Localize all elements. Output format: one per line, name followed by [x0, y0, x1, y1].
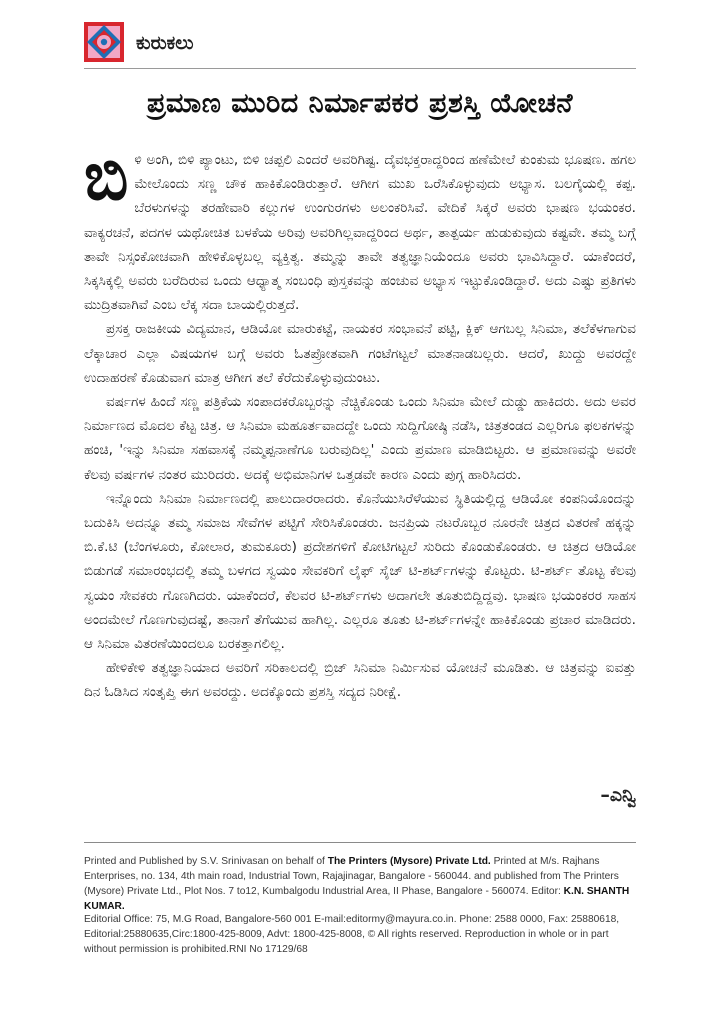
imprint-text: Printed and Published by S.V. Srinivasan on behalf of The Printers (Mysore) Private Ltd. Printed at M/s. Rajhans Enterprises, no. 134, 4th main road, Industrial Town, Rajajinagar, Bangalore - 560044. and published from The Printers (Mysore) Private Ltd., Plot Nos. 7 to12, Kumbalgodu Industrial Area, II Phase, Bangalore - 560074. Editor: K.N. SHANTH KUMAR. [84, 856, 630, 912]
article-body [84, 138, 636, 705]
article-paragraph: ಹೇಳಿಕೇಳಿ ತತ್ವಜ್ಞಾನಿಯಾದ ಅವರಿಗೆ ಸರಿಕಾಲದಲ್ಲಿ ಬ್ರಿಜ್ ಸಿನಿಮಾ ನಿರ್ಮಿಸುವ ಯೋಚನೆ ಮೂಡಿತು. ಆ ಚಿತ್ರವನ್ನು ಐವತ್ತು ದಿನ ಓಡಿಸಿದ ಸಂತೃಪ್ತಿ ಈಗ ಅವರದ್ದು. ಅದಕ್ಕೊಂದು ಪ್ರಶಸ್ತಿ ಸದ್ಯದ ನಿರೀಕ್ಷೆ. [84, 660, 636, 701]
author-signature: –ಎನ್ವಿ [600, 784, 636, 806]
drop-cap: ಬಿ [84, 138, 129, 215]
article-paragraph: ಬಿಳಿ ಅಂಗಿ, ಬಿಳಿ ಪ್ಯಾಂಟು, ಬಿಳಿ ಚಪ್ಪಲಿ ಎಂದರೆ ಅವರಿಗಿಷ್ಟ. ದೈವಭಕ್ತರಾದ್ದರಿಂದ ಹಣೆಮೇಲೆ ಕುಂಕುಮ ಭೂಷಣ. ಹಗಲ ಮೇಲೊಂದು ಸಣ್ಣ ಚೌಕ ಹಾಕಿಕೊಂಡಿರುತ್ತಾರೆ. ಆಗೀಗ ಮುಖ ಒರೆಸಿಕೊಳ್ಳುವುದು ಅಭ್ಯಾಸ. ಬಲಗೈಯಲ್ಲಿ ಕಪ್ಪ. ಬೆರಳುಗಳನ್ನು ತರಹೇವಾರಿ ಕಲ್ಲುಗಳ ಉಂಗುರಗಳು ಅಲಂಕರಿಸಿವೆ. ವೇದಿಕೆ ಸಿಕ್ಕರೆ ಅವರು ಭಾಷಣ ಭಯಂಕರ. ವಾಕ್ಯರಚನೆ, ಪದಗಳ ಯಥೋಚಿತ ಬಳಕೆಯ ಅರಿವು ಅವರಿಗಿಲ್ಲವಾದ್ದರಿಂದ ಅರ್ಥ, ತಾತ್ಪರ್ಯ ಹುಡುಕುವುದು ಕಷ್ಟವೇ. ತಮ್ಮ ಬಗ್ಗೆ ತಾವೇ ನಿಸ್ಸಂಕೋಚವಾಗಿ ಹೇಳಿಕೊಳ್ಳಬಲ್ಲ ವ್ಯಕ್ತಿತ್ವ. ತಮ್ಮನ್ನು ತಾವೇ ತತ್ವಜ್ಞಾನಿಯೆಂದೂ ಅವರು ಭಾವಿಸಿದ್ದಾರೆ. ಯಾಕೆಂದರೆ, ಸಿಕ್ಕಸಿಕ್ಕಲ್ಲಿ ಅವರು ಬರೆದಿರುವ ಒಂದು ಆಧ್ಯಾತ್ಮ ಸಂಬಂಧಿ ಪುಸ್ತಕವನ್ನು ಹಂಚುವ ಅಭ್ಯಾಸ ಇಟ್ಟುಕೊಂಡಿದ್ದಾರೆ. ಅದು ಎಷ್ಟು ಪ್ರತಿಗಳು ಮುದ್ರಿತವಾಗಿವೆ ಎಂಬ ಲೆಕ್ಕ ಸದಾ ಬಾಯಲ್ಲಿರುತ್ತದೆ. [84, 138, 636, 314]
footer-divider [84, 842, 636, 843]
section-label: ಕುರುಕಲು [136, 32, 194, 54]
contact-text: Editorial Office: 75, M.G Road, Bangalore-560 001 E-mail:editormy@mayura.co.in. Phone: 2588 0000, Fax: 25880618, Editorial:25880635,Circ:1800-425-8009, Advt: 1800-425-8008, © All rights reserved. Reproduction in whole or in part without permission is prohibited.RNI No 17129/68 [84, 914, 620, 955]
article-title: ಪ್ರಮಾಣ ಮುರಿದ ನಿರ್ಮಾಪಕರ ಪ್ರಶಸ್ತಿ ಯೋಚನೆ [147, 88, 573, 119]
article-paragraph: ವರ್ಷಗಳ ಹಿಂದೆ ಸಣ್ಣ ಪತ್ರಿಕೆಯ ಸಂಪಾದಕರೊಬ್ಬರನ್ನು ನೆಚ್ಚಿಕೊಂಡು ಒಂದು ಸಿನಿಮಾ ಮೇಲೆ ದುಡ್ಡು ಹಾಕಿದರು. ಅದು ಅವರ ನಿರ್ಮಾಣದ ಮೊದಲ ಕೆಟ್ಟ ಚಿತ್ರ. ಆ ಸಿನಿಮಾ ಮಹೂರ್ತವಾದದ್ದೇ ಒಂದು ಸುದ್ದಿಗೋಷ್ಠಿ ನಡೆಸಿ, ಚಿತ್ರತಂಡದ ಎಲ್ಲರಿಗೂ ಫಲಕಗಳನ್ನು ಹಂಚಿ, 'ಇನ್ನು ಸಿನಿಮಾ ಸಹವಾಸಕ್ಕೆ ನಮ್ಮಪ್ಪನಾಣೆಗೂ ಬರುವುದಿಲ್ಲ' ಎಂದು ಪ್ರಮಾಣ ಮಾಡಿಬಿಟ್ಟರು. ಆ ಪ್ರಮಾಣವನ್ನು ಅವರೇ ಕೆಲವು ವರ್ಷಗಳ ನಂತರ ಮುರಿದರು. ಅದಕ್ಕೆ ಅಭಿಮಾನಿಗಳ ಒತ್ತಡವೇ ಕಾರಣ ಎಂದು ಪುಗ್ಗ ಹಾರಿಸಿದರು. [84, 394, 636, 483]
article-paragraph: ಇನ್ನೊಂದು ಸಿನಿಮಾ ನಿರ್ಮಾಣದಲ್ಲಿ ಪಾಲುದಾರರಾದರು. ಕೊನೆಯುಸಿರೆಳೆಯುವ ಸ್ಥಿತಿಯಲ್ಲಿದ್ದ ಆಡಿಯೋ ಕಂಪನಿಯೊಂದನ್ನು ಬದುಕಿಸಿ ಅದನ್ನೂ ತಮ್ಮ ಸಮಾಜ ಸೇವೆಗಳ ಪಟ್ಟಿಗೆ ಸೇರಿಸಿಕೊಂಡರು. ಜನಪ್ರಿಯ ನಟರೊಬ್ಬರ ನೂರನೇ ಚಿತ್ರದ ವಿತರಣೆ ಹಕ್ಕನ್ನು ಬಿ.ಕೆ.ಟಿ (ಬೆಂಗಳೂರು, ಕೋಲಾರ, ತುಮಕೂರು) ಪ್ರದೇಶಗಳಿಗೆ ಕೋಟಿಗಟ್ಟಲೆ ಸುರಿದು ಕೊಂಡುಕೊಂಡರು. ಆ ಚಿತ್ರದ ಆಡಿಯೋ ಬಿಡುಗಡೆ ಸಮಾರಂಭದಲ್ಲಿ ತಮ್ಮ ಬಳಗದ ಸ್ವಯಂ ಸೇವಕರಿಗೆ ಲೈಫ್ ಸೈಜ್ ಟಿ-ಶರ್ಟ್‌ಗಳನ್ನು ಕೊಟ್ಟರು. ಟಿ-ಶರ್ಟ್ ತೊಟ್ಟ ಕೆಲವು ಸ್ವಯಂ ಸೇವಕರು ಗೊಣಗಿದರು. ಯಾಕೆಂದರೆ, ಕೆಲವರ ಟಿ-ಶರ್ಟ್‌ಗಳು ಅದಾಗಲೇ ತೂತುಬಿದ್ದಿದ್ದವು. ಭಾಷಣ ಭಯಂಕರರ ಸಾಹಸ ಅಂದಮೇಲೆ ಗೊಣಗುವುದಷ್ಟೆ, ತಾನಾಗೆ ತೆಗೆಯುವ ಹಾಗಿಲ್ಲ. ಎಲ್ಲರೂ ತೂತು ಟಿ-ಶರ್ಟ್‌ಗಳನ್ನೇ ಹಾಕಿಕೊಂಡು ಪ್ರಚಾರ ಮಾಡಿದರು. ಆ ಸಿನಿಮಾ ವಿತರಣೆಯಿಂದಲೂ ಬರಕತ್ತಾಗಲಿಲ್ಲ. [84, 490, 636, 653]
article-paragraph: ಪ್ರಸಕ್ತ ರಾಜಕೀಯ ವಿದ್ಯಮಾನ, ಆಡಿಯೋ ಮಾರುಕಟ್ಟೆ, ನಾಯಕರ ಸಂಭಾವನೆ ಪಟ್ಟಿ, ಕ್ಲಿಕ್ ಆಗಬಲ್ಲ ಸಿನಿಮಾ, ತಲೆಕೆಳಗಾಗುವ ಲೆಕ್ಕಾಚಾರ ಎಲ್ಲಾ ವಿಷಯಗಳ ಬಗ್ಗೆ ಅವರು ಓತಪ್ರೋತವಾಗಿ ಗಂಟೆಗಟ್ಟಲೆ ಮಾತನಾಡಬಲ್ಲರು. ಆದರೆ, ಖುದ್ದು ಅವರದ್ದೇ ಉದಾಹರಣೆ ಕೊಡುವಾಗ ಮಾತ್ರ ಆಗೀಗ ತಲೆ ಕೆರೆದುಕೊಳ್ಳುವುದುಂಟು. [84, 321, 636, 386]
page-header [84, 20, 636, 69]
magazine-logo-icon [84, 22, 124, 62]
